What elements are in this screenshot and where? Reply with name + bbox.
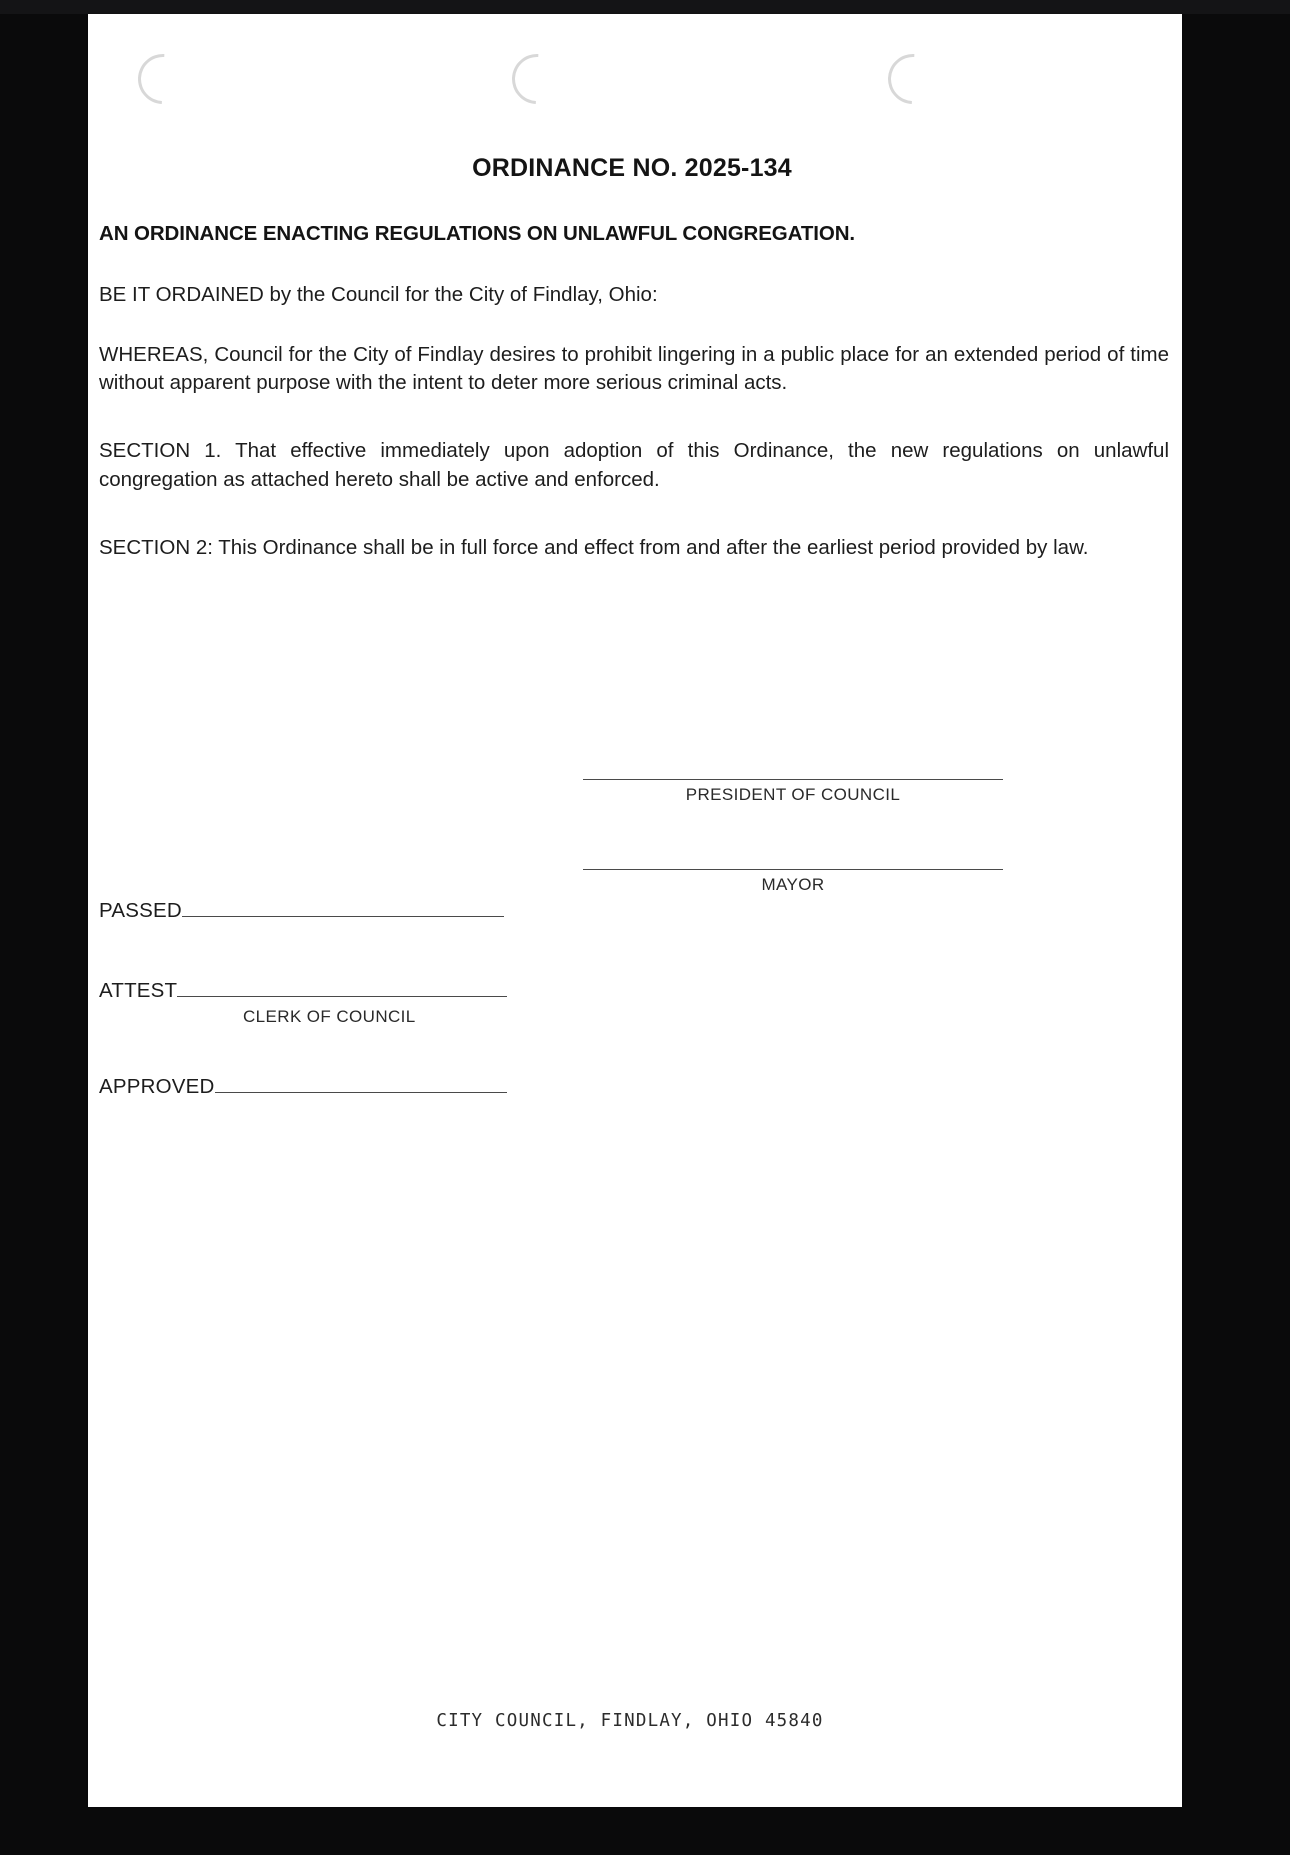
page-title: ORDINANCE NO. 2025-134 bbox=[472, 154, 792, 182]
approved-date-field bbox=[99, 1075, 507, 1099]
signature-rule bbox=[583, 869, 1003, 870]
president-signature-field bbox=[583, 779, 1003, 805]
mayor-label: MAYOR bbox=[761, 875, 825, 894]
document-body bbox=[88, 14, 1182, 1807]
approved-label: APPROVED bbox=[99, 1075, 215, 1098]
enacting-clause: BE IT ORDAINED by the Council for the City of Findlay, Ohio: bbox=[99, 282, 658, 306]
president-of-council-label: PRESIDENT OF COUNCIL bbox=[685, 785, 901, 804]
approved-blank-line bbox=[215, 1075, 507, 1093]
section-1-paragraph: SECTION 1. That effective immediately upon adoption of this Ordinance, the new regulations on unlawful congregation as attached hereto shall be active and enforced. bbox=[99, 439, 1169, 491]
scanner-bottom-band bbox=[0, 1821, 1290, 1855]
passed-blank-line bbox=[182, 899, 504, 917]
clerk-of-council-label: CLERK OF COUNCIL bbox=[243, 1007, 416, 1026]
section-2-paragraph: SECTION 2: This Ordinance shall be in full force and effect from and after the earliest period provided by law. bbox=[99, 536, 1089, 560]
attest-blank-line bbox=[177, 979, 507, 997]
signature-rule bbox=[583, 779, 1003, 780]
passed-label: PASSED bbox=[99, 899, 182, 922]
ordinance-subtitle: AN ORDINANCE ENACTING REGULATIONS ON UNLAWFUL CONGREGATION. bbox=[99, 222, 856, 245]
attest-label: ATTEST bbox=[99, 979, 178, 1002]
document-page bbox=[88, 14, 1182, 1807]
whereas-paragraph: WHEREAS, Council for the City of Findlay desires to prohibit lingering in a public place for an extended period of time without apparent purpose with the intent to deter more serious criminal acts. bbox=[99, 342, 1169, 395]
page-footer: CITY COUNCIL, FINDLAY, OHIO 45840 bbox=[436, 1711, 824, 1731]
attest-field bbox=[99, 979, 507, 1003]
document-text-column bbox=[93, 154, 1177, 1098]
mayor-signature-field bbox=[583, 869, 1003, 895]
passed-date-field bbox=[99, 899, 504, 923]
